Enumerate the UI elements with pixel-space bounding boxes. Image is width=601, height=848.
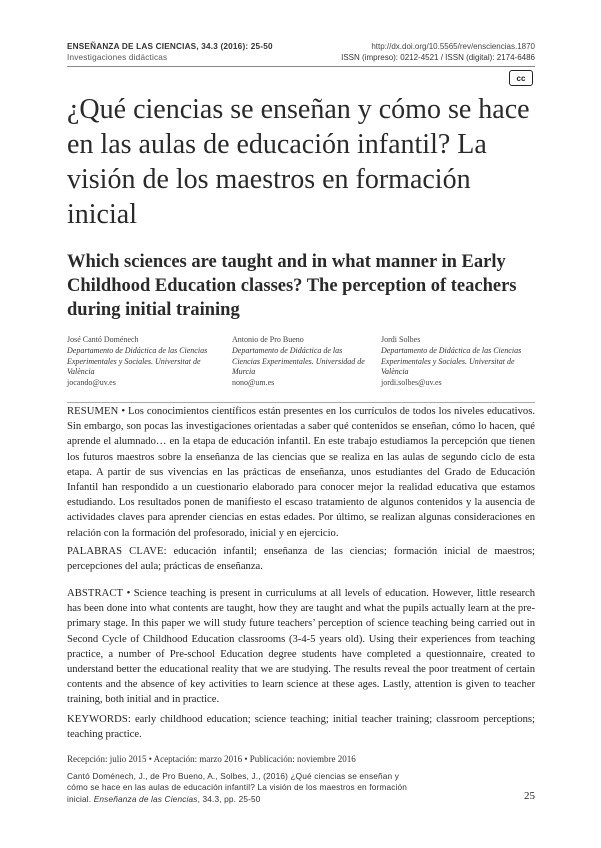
doi-link[interactable]: http://dx.doi.org/10.5565/rev/ensciencias.1870 [371, 42, 535, 51]
author-affiliation: Departamento de Didáctica de las Ciencias Experimentales y Sociales. Universitat de València [381, 345, 522, 377]
author-email[interactable]: jocando@uv.es [67, 378, 116, 388]
palabras-clave-block [67, 544, 535, 574]
citation-suffix: , 34.3, pp. 25-50 [197, 793, 261, 804]
author-name: José Cantó Doménech [67, 335, 139, 344]
resumen-block [67, 404, 535, 541]
resumen-top-rule [67, 402, 535, 403]
page-number: 25 [524, 790, 535, 802]
keywords-block [67, 712, 535, 742]
citation-line: cómo se hace en las aulas de educación infantil? La visión de los maestros en formación [67, 782, 408, 793]
author-affiliation: Departamento de Didáctica de las Ciencias Experimentales. Universidad de Murcia [232, 345, 365, 377]
author-name: Jordi Solbes [381, 335, 421, 344]
author-email[interactable]: jordi.solbes@uv.es [381, 378, 442, 388]
author-affiliation: Departamento de Didáctica de las Ciencias Experimentales y Sociales. Universitat de València [67, 345, 208, 377]
header-divider [67, 66, 535, 67]
section-name: Investigaciones didácticas [67, 53, 168, 62]
creative-commons-icon[interactable] [509, 70, 533, 86]
citation-prefix: inicial. [67, 793, 92, 804]
running-header-left [67, 41, 273, 63]
resumen-text: • Los conocimientos científicos están presentes en los currículos de todos los niveles educativos. Sin embargo, son pocas las investigaciones orientadas a saber qué contenidos se enseñan, cómo lo hacen, qué aprende el alumnado… en la etapa de educación infantil. En este trabajo estudiamos la percepción que tienen los futuros maestros sobre la enseñanza de las ciencias que se realiza en las aulas de segundo ciclo de esta etapa. A partir de sus vivencias en las prácticas de enseñanza, unos estudiantes del Grado de Educación Infantil han respondido a un cuestionario elaborado para conocer mejor la realidad educativa que estamos estudiando. Los resultados ponen de manifiesto el escaso tratamiento de algunos contenidos y la ausencia de actividades claves para aprender ciencias en estas edades. Por último, se realizan algunas consideraciones en relación con la formación del profesorado, inicial y en ejercicio. [67, 406, 535, 539]
abstract-label: ABSTRACT [67, 588, 124, 599]
citation-block [67, 771, 427, 805]
palabras-clave-text: educación infantil; enseñanza de las ciencias; formación inicial de maestros; percepciones del aula; prácticas de enseñanza. [67, 546, 535, 573]
resumen-label: RESUMEN [67, 406, 119, 417]
running-header-right [341, 41, 535, 63]
author-block-3 [381, 335, 536, 389]
citation-line [67, 794, 427, 805]
abstract-block [67, 586, 535, 708]
publication-dates: Recepción: julio 2015 • Aceptación: marzo 2016 • Publicación: noviembre 2016 [67, 754, 356, 764]
journal-reference: ENSEÑANZA DE LAS CIENCIAS, 34.3 (2016): 25-50 [67, 42, 273, 51]
title-spanish: ¿Qué ciencias se enseñan y cómo se hace en las aulas de educación infantil? La visión de los maestros en formación inicial [67, 94, 530, 230]
cc-badge-text: cc [516, 73, 526, 83]
author-block-1 [67, 335, 217, 389]
palabras-clave-label: PALABRAS CLAVE: [67, 546, 167, 557]
keywords-text: early childhood education; science teaching; initial teacher training; classroom perceptions; teaching practice. [67, 714, 535, 741]
author-block-2 [232, 335, 372, 389]
author-name: Antonio de Pro Bueno [232, 335, 304, 344]
abstract-text: • Science teaching is present in curriculums at all levels of education. However, little research has been done into what contents are taught, how they are taught and what the pupils actually learn at the pre-primary stage. In this paper we will study future teachers’ perception of science teaching being carried out in Second Cycle of Childhood Education classrooms (3-4-5 years old). Using their experiences from teaching practice, a number of Pre-school Education degree students have completed a questionnaire, created to understand better the educational reality that we are studying. The results reveal the poor treatment of certain contents and the absence of key activities to learn science at these ages. Lastly, attention is given to teacher training, both initial and in practice. [67, 588, 535, 706]
citation-journal: Enseñanza de las Ciencias [93, 793, 198, 804]
author-email[interactable]: nono@um.es [232, 378, 275, 388]
citation-line: Cantó Doménech, J., de Pro Bueno, A., Solbes, J., (2016) ¿Qué ciencias se enseñan y [67, 771, 400, 781]
keywords-label: KEYWORDS: [67, 714, 131, 725]
issn-line: ISSN (impreso): 0212-4521 / ISSN (digital): 2174-6486 [341, 53, 535, 62]
title-english: Which sciences are taught and in what manner in Early Childhood Education classes? The perception of teachers during initial training [67, 252, 517, 320]
